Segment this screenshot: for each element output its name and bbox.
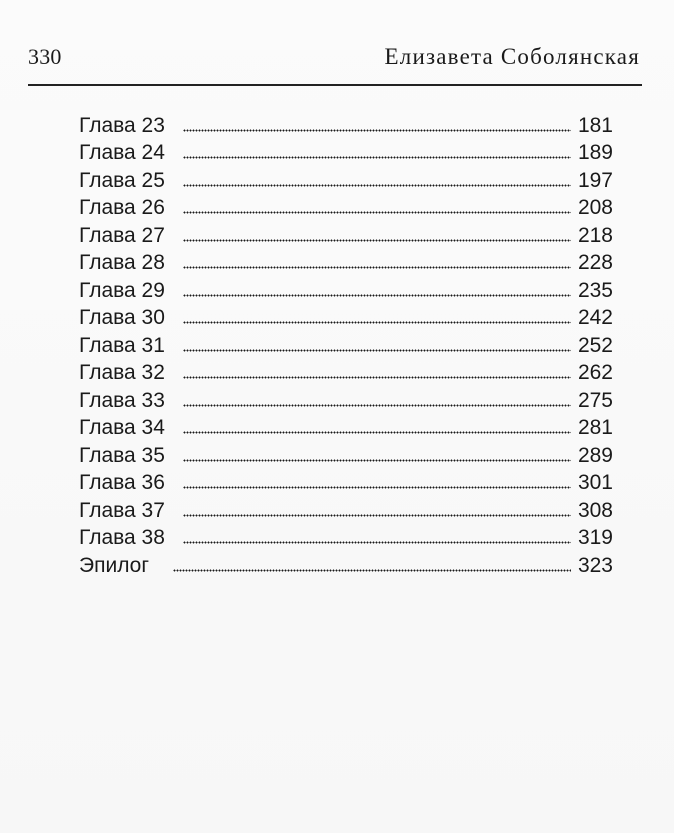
dot-leader [173,569,571,572]
dot-leader [183,376,571,379]
toc-entry-page: 218 [577,223,613,247]
toc-entry [79,496,613,524]
dot-leader [183,404,571,407]
toc-entry-page: 197 [577,168,613,192]
toc-entry-title: Глава 31 [79,333,165,357]
toc-entry-title: Глава 28 [79,251,165,274]
dot-leader [183,459,571,462]
toc-entry [79,139,613,167]
toc-entry [79,359,613,387]
running-header [28,40,640,80]
toc-entry [79,221,613,249]
dot-leader [183,294,571,297]
dot-leader [183,156,571,159]
toc-entry-page: 262 [577,361,613,384]
toc-entry-title: Глава 29 [79,278,165,302]
dot-leader [183,321,571,324]
toc-entry-title: Глава 27 [79,223,165,247]
page-number: 330 [28,44,62,69]
table-of-contents [79,111,613,579]
toc-entry-title: Эпилог [79,553,150,577]
toc-entry [79,304,613,332]
toc-entry [79,414,613,442]
toc-entry-page: 319 [577,526,613,549]
toc-entry-title: Глава 38 [79,526,165,549]
toc-entry [79,469,613,497]
toc-entry-page: 252 [577,333,613,357]
toc-entry [79,441,613,469]
toc-entry [79,249,613,277]
dot-leader [183,239,571,242]
toc-entry-page: 308 [577,498,613,522]
toc-entry-title: Глава 26 [79,196,165,219]
toc-entry-page: 323 [577,553,613,577]
toc-entry [79,524,613,552]
toc-entry-title: Глава 24 [79,141,165,164]
toc-entry-page: 208 [577,196,613,219]
toc-entry-page: 242 [577,306,613,329]
dot-leader [183,349,571,352]
toc-entry-page: 235 [577,278,613,302]
toc-entry-title: Глава 33 [79,388,165,412]
toc-entry-page: 228 [577,251,613,274]
dot-leader [183,514,571,517]
dot-leader [183,184,571,187]
dot-leader [183,266,571,269]
toc-entry-title: Глава 23 [79,113,165,137]
toc-entry [79,194,613,222]
toc-entry-page: 281 [577,416,613,439]
toc-entry-page: 275 [577,388,613,412]
toc-entry-page: 181 [577,113,613,137]
toc-entry [79,166,613,194]
dot-leader [183,129,571,132]
toc-entry-page: 301 [577,471,613,494]
dot-leader [183,541,571,544]
toc-entry-title: Глава 34 [79,416,165,439]
dot-leader [183,431,571,434]
toc-entry-page: 289 [577,443,613,467]
toc-entry-title: Глава 36 [79,471,165,494]
toc-entry-title: Глава 25 [79,168,165,192]
author-name: Елизавета Соболянская [384,44,640,69]
header-rule [28,84,642,86]
toc-entry [79,276,613,304]
toc-entry-page: 189 [577,141,613,164]
toc-entry-title: Глава 32 [79,361,165,384]
dot-leader [183,486,571,489]
dot-leader [183,211,571,214]
toc-entry [79,331,613,359]
toc-entry-title: Глава 35 [79,443,165,467]
toc-entry [79,386,613,414]
toc-entry [79,111,613,139]
toc-entry-epilogue [79,551,613,579]
toc-entry-title: Глава 37 [79,498,165,522]
toc-entry-title: Глава 30 [79,306,165,329]
